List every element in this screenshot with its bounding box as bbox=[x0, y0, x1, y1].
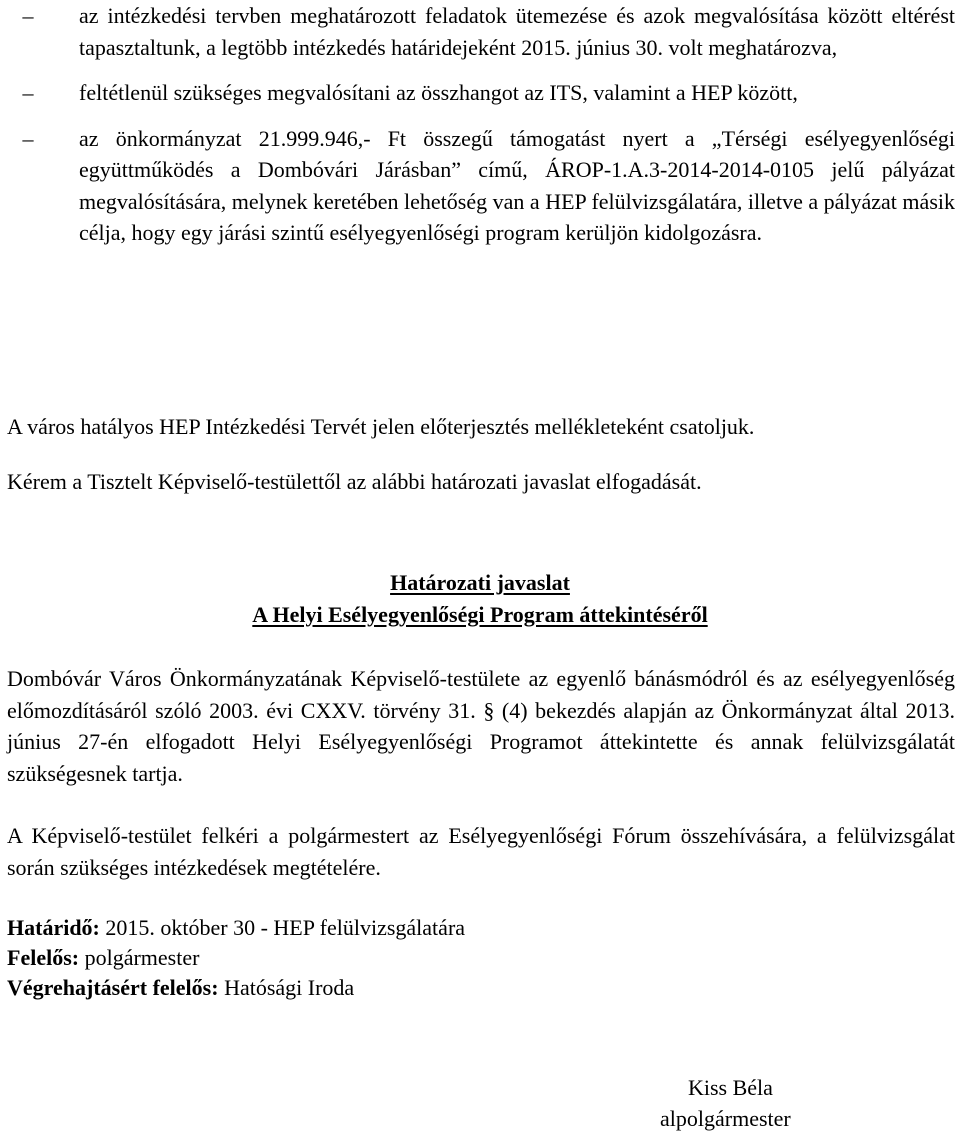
bullet-dash: – bbox=[22, 80, 34, 105]
bullet-item-schedule-discrepancy bbox=[0, 0, 960, 63]
bullet-list bbox=[0, 0, 960, 249]
resolution-body bbox=[7, 663, 955, 789]
signature-name: Kiss Béla bbox=[688, 1075, 773, 1100]
bullet-item-its-hep-harmony bbox=[0, 77, 960, 109]
executor-value: Hatósági Iroda bbox=[218, 975, 355, 1000]
responsible-line bbox=[7, 943, 955, 973]
section-sign: § bbox=[483, 697, 495, 723]
responsible-label: Felelős: bbox=[7, 945, 80, 970]
bullet-dash: – bbox=[22, 125, 34, 151]
resolution-heading bbox=[0, 567, 960, 631]
paragraph-attachment: A város hatályos HEP Intézkedési Tervét jelen előterjesztés mellékleteként csatoljuk. bbox=[7, 414, 755, 439]
paragraph-request: Kérem a Tisztelt Képviselő-testülettől az alábbi határozati javaslat elfogadását. bbox=[7, 469, 702, 494]
responsible-value: polgármester bbox=[79, 945, 200, 970]
executor-line bbox=[7, 973, 955, 1003]
signature-title: alpolgármester bbox=[660, 1106, 791, 1131]
meta-block bbox=[7, 913, 955, 1003]
bullet-text: feltétlenül szükséges megvalósítani az összhangot az ITS, valamint a HEP között, bbox=[79, 80, 798, 105]
deadline-line bbox=[7, 913, 955, 943]
resolution-body-part1: Dombóvár Város Önkormányzatának Képviselő-testülete az egyenlő bánásmódról és az esélyegyenlőség előmozdításáról szóló 2003. évi CXXV. törvény 31. bbox=[7, 666, 955, 723]
bullet-text: az intézkedési tervben meghatározott feladatok ütemezése és azok megvalósítása között eltérést tapasztaltunk, a legtöbb intézkedés határidejeként 2015. június 30. volt meghatározva, bbox=[79, 3, 955, 60]
deadline-label: Határidő: bbox=[7, 915, 100, 940]
deadline-value: 2015. október 30 - HEP felülvizsgálatára bbox=[99, 915, 466, 940]
resolution-title: Határozati javaslat bbox=[390, 570, 570, 595]
resolution-body-part2: (4) bekezdés alapján az Önkormányzat által 2013. június 27-én elfogadott Helyi Esélyegyenlőségi Programot áttekintette és annak felülvizsgálatát szükségesnek tartja. bbox=[7, 697, 956, 786]
bullet-item-grant bbox=[0, 123, 960, 249]
bullet-dash: – bbox=[22, 3, 34, 28]
signature-block bbox=[660, 1072, 860, 1134]
executor-label: Végrehajtásért felelős: bbox=[7, 975, 219, 1000]
bullet-text: az önkormányzat 21.999.946,- Ft összegű támogatást nyert a „Térségi esélyegyenlőségi együttműködés a Dombóvári Járásban” című, ÁROP-1.A.3-2014-2014-0105 jelű pályázat megvalósítására, melynek keretében lehetőség van a HEP felülvizsgálatára, illetve a pályázat másik célja, hogy egy járási szintű esélyegyenlőségi program kerüljön kidolgozásra. bbox=[79, 125, 955, 245]
resolution-subtitle: A Helyi Esélyegyenlőségi Program áttekintéséről bbox=[252, 602, 708, 627]
resolution-body-2: A Képviselő-testület felkéri a polgármestert az Esélyegyenlőségi Fórum összehívására, a felülvizsgálat során szükséges intézkedések megtételére. bbox=[7, 823, 955, 880]
